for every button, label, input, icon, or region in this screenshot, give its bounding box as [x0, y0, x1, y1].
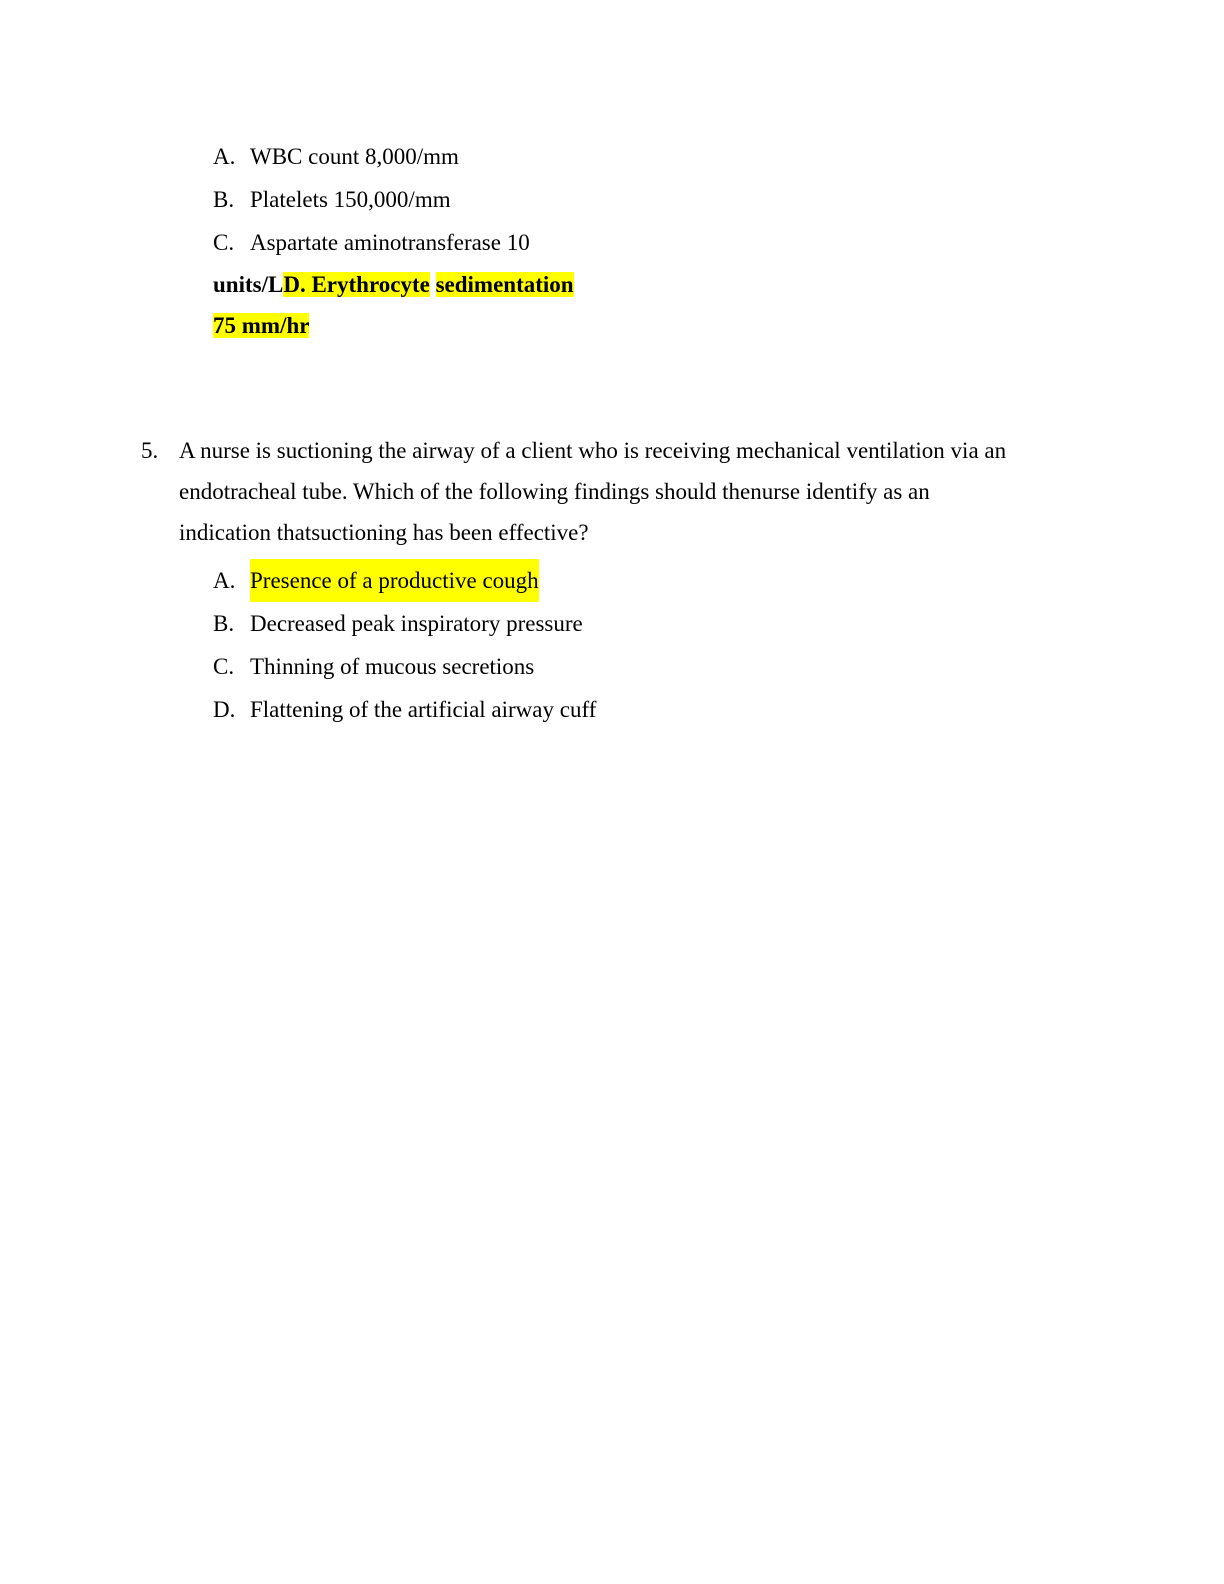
option-letter: C. [213, 230, 235, 255]
option-letter: A. [213, 144, 236, 169]
list-item [213, 602, 993, 645]
option-wrapped-line [213, 264, 1033, 305]
highlighted-value: 75 mm/hr [213, 313, 310, 338]
highlighted-sedimentation: sedimentation [435, 272, 574, 297]
option-text: Flattening of the artificial airway cuff [250, 697, 597, 722]
option-wrapped-line-2 [213, 305, 1033, 346]
option-text: Thinning of mucous secretions [250, 654, 535, 679]
option-letter: B. [213, 187, 235, 212]
question5-block [141, 430, 1041, 731]
highlighted-option-d: D. Erythrocyte [283, 272, 430, 297]
option-text: Decreased peak inspiratory pressure [250, 611, 583, 636]
option-letter: D. [213, 697, 236, 722]
option-text: Presence of a productive cough [250, 559, 539, 602]
list-item [213, 135, 1033, 178]
option-letter: A. [213, 568, 236, 593]
question-number: 5. [141, 438, 159, 463]
option-text: WBC count 8,000/mm [250, 144, 459, 169]
option-letter: B. [213, 611, 235, 636]
units-label: units/L [213, 272, 284, 297]
option-text: Aspartate aminotransferase 10 [250, 230, 530, 255]
question-stem: A nurse is suctioning the airway of a client who is receiving mechanical ventilation via an endotracheal tube. Which of the following findings should thenurse identify as an indication thatsuctioning has been effective? [179, 438, 1007, 545]
question5-options-block [213, 559, 993, 731]
option-letter: C. [213, 654, 235, 679]
list-item [213, 688, 993, 731]
list-item [213, 645, 993, 688]
question4-options-block [213, 135, 1033, 346]
list-item [213, 221, 1033, 264]
list-item [213, 178, 1033, 221]
list-item [213, 559, 993, 602]
question5-header [141, 430, 1041, 553]
option-text: Platelets 150,000/mm [250, 187, 451, 212]
